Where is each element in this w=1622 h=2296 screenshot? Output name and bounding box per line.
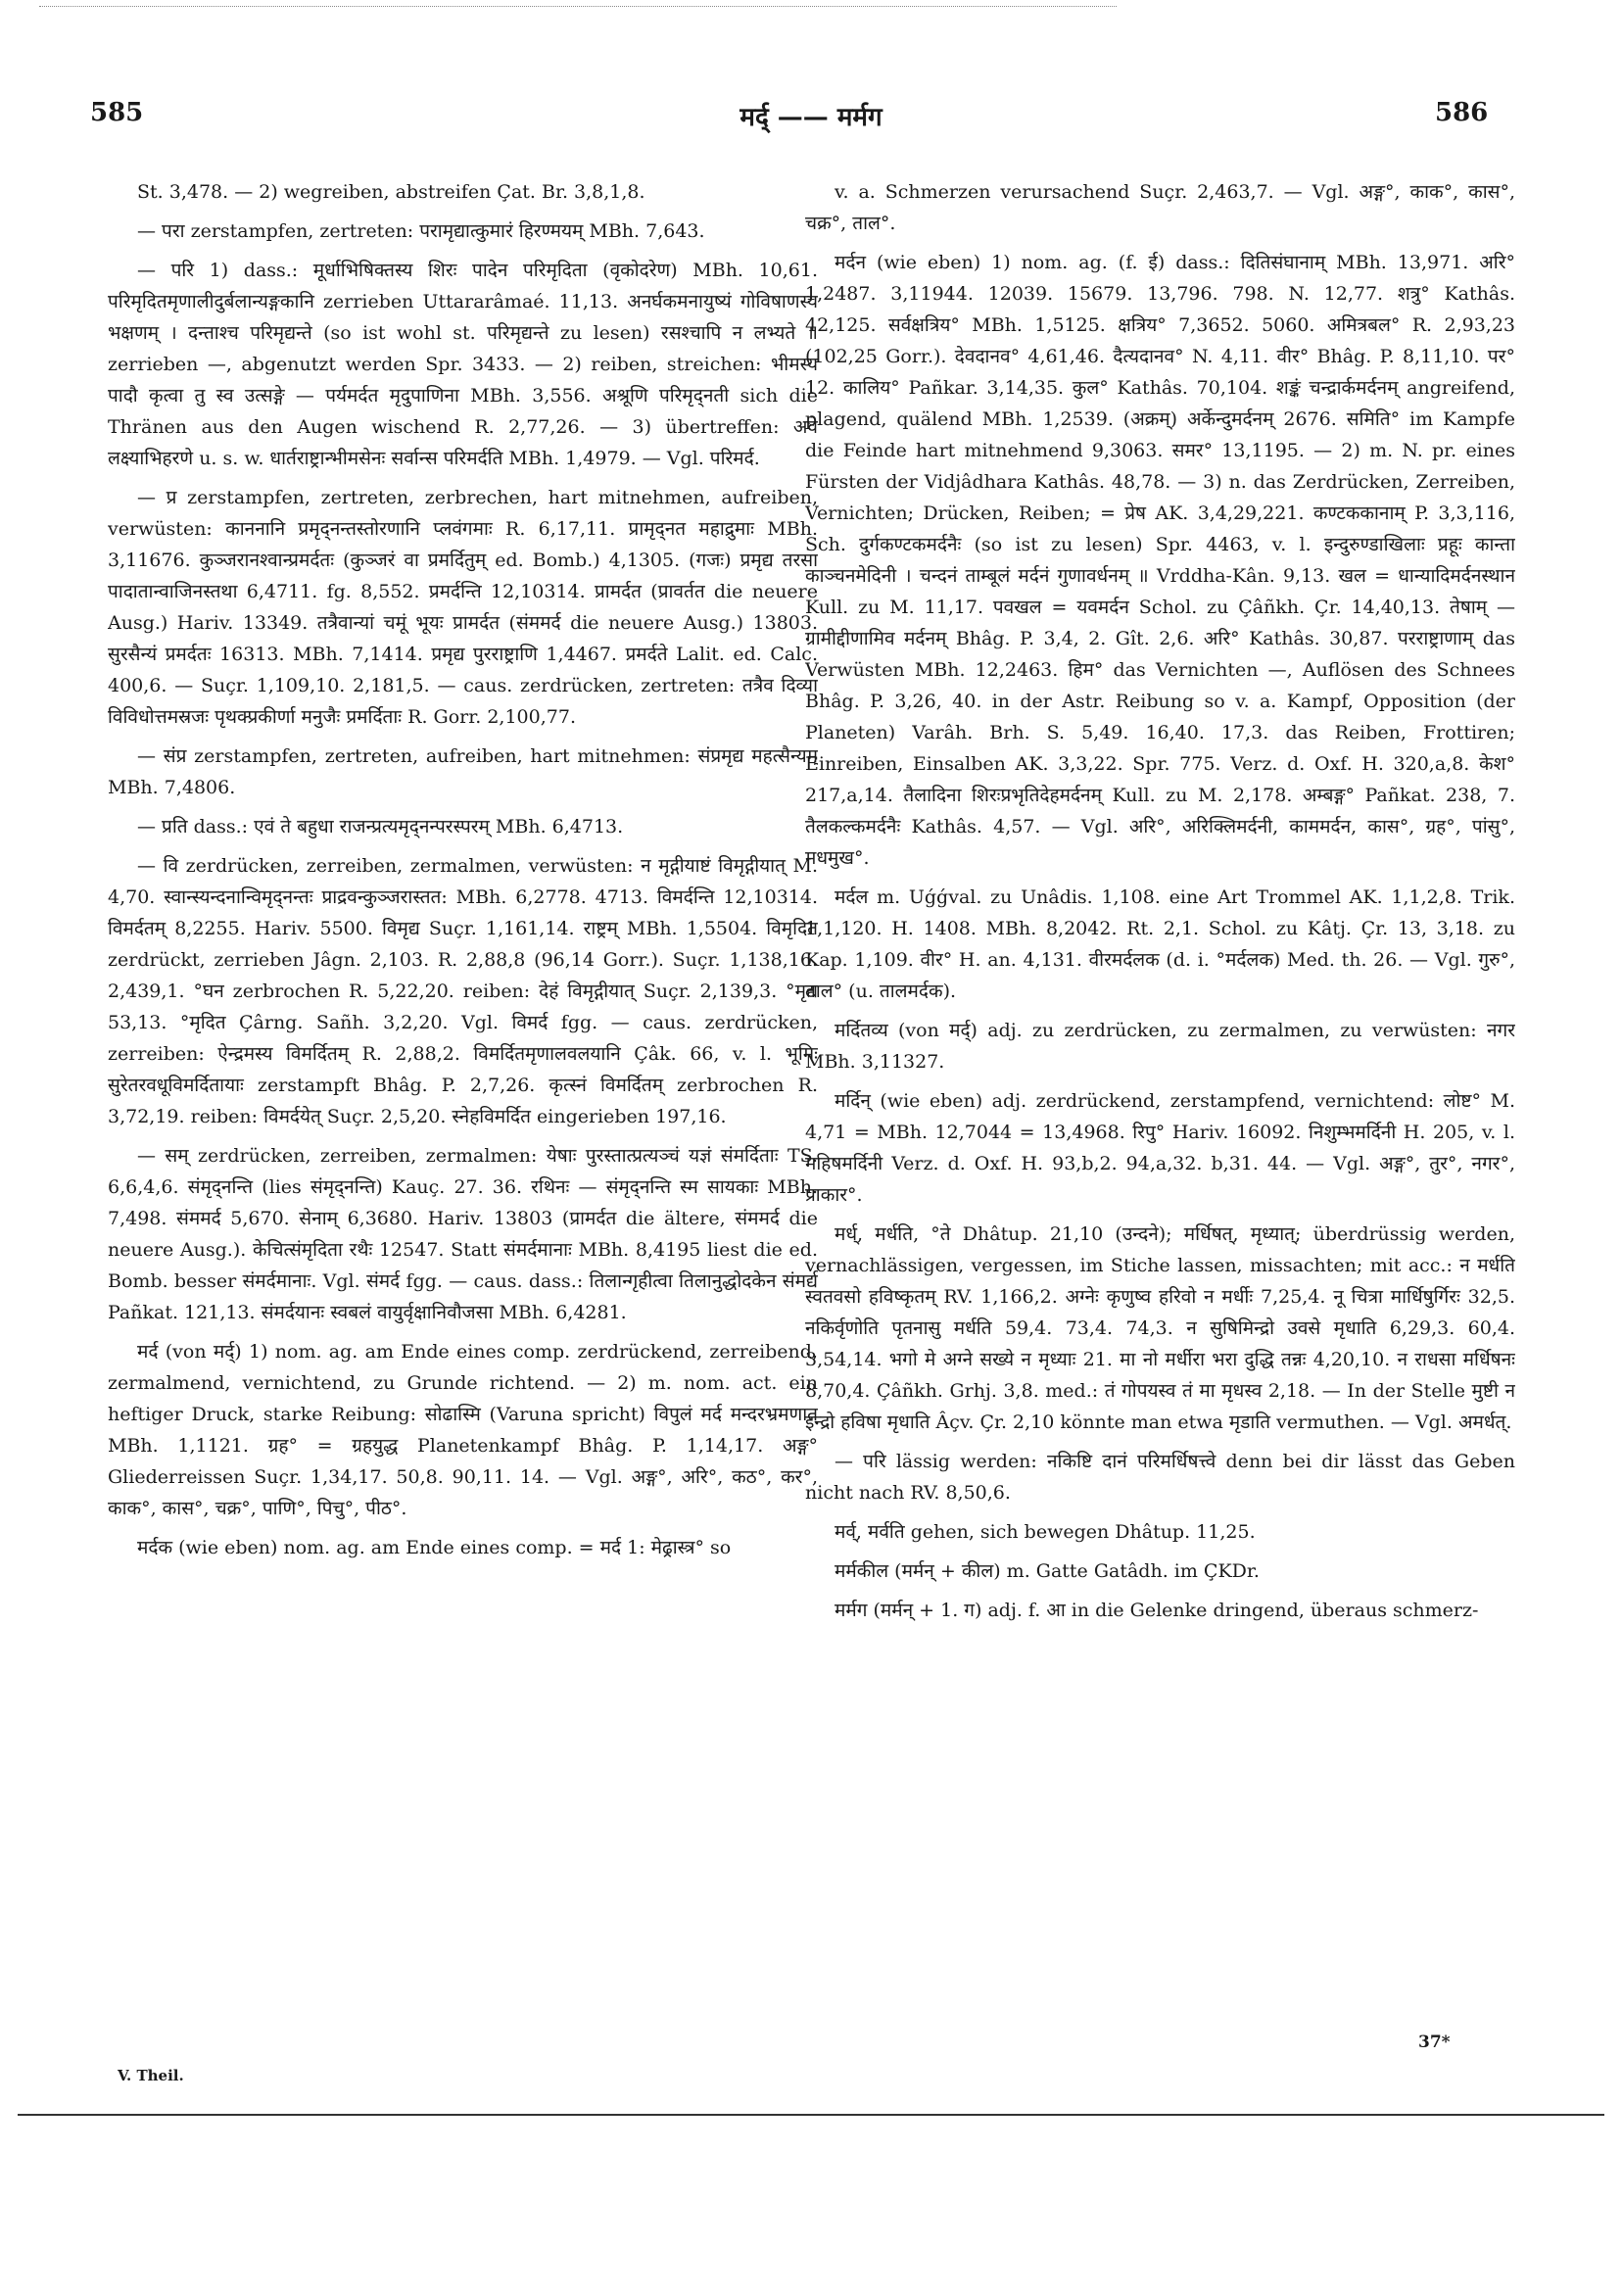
entry-paragraph: मर्दिन् (wie eben) adj. zerdrückend, zerstampfend, vernichtend: लोष्ट° M. 4,71 = MBh. 12,7044 = 13,4968. रिपु° Hariv. 16092. निशुम्भमर्दिनी H. 205, v. l. महिषमर्दिनी Verz. d. Oxf. H. 93,b,2. 94,a,32. b,31. 44. — Vgl. अङ्ग°, तुर°, नगर°, प्राकार°. bbox=[805, 1090, 1515, 1206]
entry-paragraph: — सम् zerdrücken, zerreiben, zermalmen: येषाः पुरस्तात्प्रत्यञ्चं यज्ञं संमर्दिताः TS. 6,6,4,6. संमृद्नन्ति (lies संमृद्नन्ति) Kauç. 27. 36. रथिनः — संमृद्नन्ति स्म सायकाः MBh. 7,498. संममर्द 5,670. सेनाम् 6,3680. Hariv. 13803 (प्रामर्दत die ältere, संममर्द die neuere Ausg.). केचित्संमृदिता रथैः 12547. Statt संमर्दमानाः MBh. 8,4195 liest die ed. Bomb. besser संमर्दमानाः. Vgl. संमर्द fgg. — caus. dass.: तिलान्गृहीत्वा तिलानुद्धोदकेन संमर्द्य Pañkat. 121,13. संमर्दयानः स्वबलं वायुर्वृक्षानिवौजसा MBh. 6,4281. bbox=[108, 1145, 818, 1323]
page-number-left: 585 bbox=[90, 98, 144, 127]
page-number-right: 586 bbox=[1435, 98, 1489, 127]
entry-paragraph: — प्र zerstampfen, zertreten, zerbrechen, hart mitnehmen, aufreiben, verwüsten: काननानि प्रमृद्नन्तस्तोरणानि प्लवंगमाः R. 6,17,11. प्रामृद्नत महाद्रुमाः MBh. 3,11676. कुञ्जरानश्वान्प्रमर्दतः (कुञ्जरं वा प्रमर्दितुम् ed. Bomb.) 4,1305. (गजः) प्रमृद्य तरसा पादातान्वाजिनस्तथा 6,4711. fg. 8,552. प्रमर्दन्ति 12,10314. प्रामर्दत (प्रावर्तत die neuere Ausg.) Hariv. 13349. तत्रैवान्यां चमूं भूयः प्रामर्दत (संममर्द die neuere Ausg.) 13803. सुरसैन्यं प्रमर्दतः 16313. MBh. 7,1414. प्रमृद्य पुरराष्ट्राणि 1,4467. प्रमर्दते Lalit. ed. Calc. 400,6. — Suçr. 1,109,10. 2,181,5. — caus. zerdrücken, zertreten: तत्रैव दिव्या विविधोत्तमस्रजः पृथक्प्रकीर्णा मनुजैः प्रमर्दिताः R. Gorr. 2,100,77. bbox=[108, 487, 818, 728]
entry-paragraph: — वि zerdrücken, zerreiben, zermalmen, verwüsten: न मृद्गीयाष्टं विमृद्गीयात् M. 4,70. स्वान्स्यन्दनान्विमृद्नन्तः प्राद्रवन्कुञ्जरास्तत: MBh. 6,2778. 4713. विमर्दन्ति 12,10314. विमर्दतम् 8,2255. Hariv. 5500. विमृद्य Suçr. 1,161,14. राष्ट्रम् MBh. 1,5504. विमृदित zerdrückt, zerrieben Jâgn. 2,103. R. 2,88,8 (96,14 Gorr.). Suçr. 1,138,16. 2,439,1. °घन zerbrochen R. 5,22,20. reiben: देहं विमृद्गीयात् Suçr. 2,139,3. °मृद्य 53,13. °मृदित Çârng. Sañh. 3,2,20. Vgl. विमर्द fgg. — caus. zerdrücken, zerreiben: ऐन्द्रमस्य विमर्दितम् R. 2,88,2. विमर्दितमृणालवलयानि Çâk. 66, v. l. भूमिः सुरेतरवधूविमर्दितायाः zerstampft Bhâg. P. 2,7,26. कृत्स्नं विमर्दितम् zerbrochen R. 3,72,19. reiben: विमर्दयेत् Suçr. 2,5,20. स्नेहविमर्दित eingerieben 197,16. bbox=[108, 855, 818, 1127]
running-headword-range: मर्द् —— मर्मग bbox=[739, 103, 883, 132]
scan-artifact-line bbox=[39, 6, 1117, 11]
left-column bbox=[108, 176, 818, 2028]
entry-paragraph: — परा zerstampfen, zertreten: परामृद्यात्कुमारं हिरण्मयम् MBh. 7,643. bbox=[137, 220, 705, 242]
entry-paragraph: मर्मग (मर्मन् + 1. ग) adj. f. आ in die Gelenke dringend, überaus schmerz- bbox=[835, 1600, 1479, 1621]
entry-paragraph: St. 3,478. — 2) wegreiben, abstreifen Çat. Br. 3,8,1,8. bbox=[137, 181, 645, 203]
volume-signature: V. Theil. bbox=[118, 2067, 184, 2084]
entry-paragraph: मर्दन (wie eben) 1) nom. ag. (f. ई) dass.: दितिसंघानाम् MBh. 13,971. अरि° 1,2487. 3,11944. 12039. 15679. 13,796. 798. N. 12,77. शत्रु° Kathâs. 42,125. सर्वक्षत्रिय° MBh. 1,5125. क्षत्रिय° 7,3652. 5060. अमित्रबल° R. 2,93,23 (102,25 Gorr.). देवदानव° 4,61,46. दैत्यदानव° N. 4,11. वीर° Bhâg. P. 8,11,10. पर° 12. कालिय° Pañkar. 3,14,35. कुल° Kathâs. 70,104. शङ्कं चन्द्रार्कमर्दनम् angreifend, plagend, quälend MBh. 1,2539. (अक्रम्) अर्केन्दुमर्दनम् 2676. समिति° im Kampfe die Feinde hart mitnehmend 9,3063. समर° 13,1195. — 2) m. N. pr. eines Fürsten der Vidjâdhara Kathâs. 48,78. — 3) n. das Zerdrücken, Zerreiben, Vernichten; Drücken, Reiben; = प्रेष AK. 3,4,29,221. कण्टककानाम् P. 3,3,116, Sch. दुर्गकण्टकमर्दनैः (so ist zu lesen) Spr. 4463, v. l. इन्दुरुण्डाखिलाः प्रहूः कान्ता काञ्चनमेदिनी । चन्दनं ताम्बूलं मर्दनं गुणावर्धनम् ॥ Vrddha-Kân. 9,13. खल = धान्यादिमर्दनस्थान Kull. zu M. 11,17. पवखल = यवमर्दन Schol. zu Çâñkh. Çr. 14,40,13. तेषाम् — ग्रामीद्दीणामिव मर्दनम् Bhâg. P. 3,4, 2. Gît. 2,6. अरि° Kathâs. 30,87. परराष्ट्राणाम् das Verwüsten MBh. 12,2463. हिम° das Vernichten —, Auflösen des Schnees Bhâg. P. 3,26, 40. in der Astr. Reibung so v. a. Kampf, Opposition (der Planeten) Varâh. Brh. S. 5,49. 16,40. 17,3. das Reiben, Frottiren; Einreiben, Einsalben AK. 3,3,22. Spr. 775. Verz. d. Oxf. H. 320,a,8. केश° 217,a,14. तैलादिना शिरःप्रभृतिदेहमर्दनम् Kull. zu M. 2,178. अम्बङ्ग° Pañkat. 238, 7. तैलकल्कमर्दनैः Kathâs. 4,57. — Vgl. अरि°, अरिक्लिमर्दनी, काममर्दन, कास°, ग्रह°, पांसु°, मधमुख°. bbox=[805, 252, 1515, 869]
right-column bbox=[805, 176, 1515, 2028]
entry-paragraph: मर्मकील (मर्मन् + कील) m. Gatte Gatâdh. im ÇKDr. bbox=[835, 1560, 1260, 1582]
entry-paragraph: मर्ध्, मर्धति, °ते Dhâtup. 21,10 (उन्दने); मर्धिषत्, मृध्यात्; überdrüssig werden, vernachlässigen, vergessen, im Stiche lassen, missachten; mit acc.: न मर्धति स्वतवसो हविष्कृतम् RV. 1,166,2. अग्नेः कृणुष्व हरिवो न मर्धीः 7,25,4. नू चित्रा मार्धिषुर्गिरः 32,5. नकिर्वृणोति पृतनासु मर्धति 59,4. 73,4. 74,3. न सुषिमिन्द्रो उवसे मृधाति 6,29,3. 60,4. 3,54,14. भगो मे अग्ने सख्ये न मृध्याः 21. मा नो मर्धीरा भरा दुद्धि तन्नः 4,20,10. न राधसा मर्धिषनः 8,70,4. Çâñkh. Grhj. 3,8. med.: तं गोपयस्व तं मा मृधस्व 2,18. — In der Stelle मुष्टी न इन्द्रो हविषा मृधाति Âçv. Çr. 2,10 könnte man etwa मृडाति vermuthen. — Vgl. अमर्धत्. bbox=[805, 1223, 1515, 1433]
entry-paragraph: मर्व्, मर्वति gehen, sich bewegen Dhâtup. 11,25. bbox=[835, 1521, 1256, 1543]
entry-paragraph: — प्रति dass.: एवं ते बहुधा राजन्प्रत्यमृद्नन्परस्परम् MBh. 6,4713. bbox=[137, 816, 624, 837]
entry-paragraph: — परि lässig werden: नकिष्टि दानं परिमर्धिषत्त्वे denn bei dir lässt das Geben nicht nach RV. 8,50,6. bbox=[805, 1451, 1515, 1504]
entry-paragraph: मर्द (von मर्द्) 1) nom. ag. am Ende eines comp. zerdrückend, zerreibend, zermalmend, vernichtend, zu Grunde richtend. — 2) m. nom. act. ein heftiger Druck, starke Reibung: सोढास्मि (Varuna spricht) विपुलं मर्द मन्दरभ्रमणात् MBh. 1,1121. ग्रह° = ग्रहयुद्ध Planetenkampf Bhâg. P. 1,14,17. अङ्ग° Gliederreissen Suçr. 1,34,17. 50,8. 90,11. 14. — Vgl. अङ्ग°, अरि°, कठ°, कर°, काक°, कास°, चक्र°, पाणि°, पिचु°, पीठ°. bbox=[108, 1341, 818, 1519]
bottom-rule bbox=[18, 2114, 1604, 2116]
entry-paragraph: मर्दितव्य (von मर्द्) adj. zu zerdrücken, zu zermalmen, zu verwüsten: नगर MBh. 3,11327. bbox=[805, 1020, 1515, 1073]
entry-paragraph: — परि 1) dass.: मूर्धाभिषिक्तस्य शिरः पादेन परिमृदिता (वृकोदरेण) MBh. 10,61. परिमृदितमृणालीदुर्बलान्यङ्गकानि zerrieben Uttararâmaé. 11,13. अनर्घकमनायुष्यं गोविषाणस्य भक्षणम् । दन्ताश्च परिमृद्यन्ते (so ist wohl st. परिमृद्यन्ते zu lesen) रसश्चापि न लभ्यते ॥ zerrieben —, abgenutzt werden Spr. 3433. — 2) reiben, streichen: भीमस्य पादौ कृत्वा तु स्व उत्सङ्गे — पर्यमर्दत मृदुपाणिना MBh. 3,556. अश्रूणि परिमृद्नती sich die Thränen aus den Augen wischend R. 2,77,26. — 3) übertreffen: अवे लक्ष्याभिहरणे u. s. w. धार्तराष्ट्रान्भीमसेनः सर्वान्स परिमर्दति MBh. 1,4979. — Vgl. परिमर्द. bbox=[108, 260, 818, 469]
entry-paragraph: v. a. Schmerzen verursachend Suçr. 2,463,7. — Vgl. अङ्ग°, काक°, कास°, चक्र°, ताल°. bbox=[805, 181, 1515, 234]
entry-paragraph: मर्दक (wie eben) nom. ag. am Ende eines comp. = मर्द 1: मेढ्रास्त्र° so bbox=[137, 1537, 732, 1558]
sheet-signature: 37* bbox=[1418, 2033, 1451, 2052]
entry-paragraph: मर्दल m. Uǵǵval. zu Unâdis. 1,108. eine Art Trommel AK. 1,1,2,8. Trik. 1,1,120. H. 1408. MBh. 8,2042. Rt. 2,1. Schol. zu Kâtj. Çr. 13, 3,18. zu Kap. 1,109. वीर° H. an. 4,131. वीरमर्दलक (d. i. °मर्दलक) Med. th. 26. — Vgl. गुरु°, ताल° (u. तालमर्दक). bbox=[805, 886, 1515, 1002]
entry-paragraph: — संप्र zerstampfen, zertreten, aufreiben, hart mitnehmen: संप्रमृद्य महत्सैन्यम् MBh. 7,4806. bbox=[108, 745, 818, 798]
